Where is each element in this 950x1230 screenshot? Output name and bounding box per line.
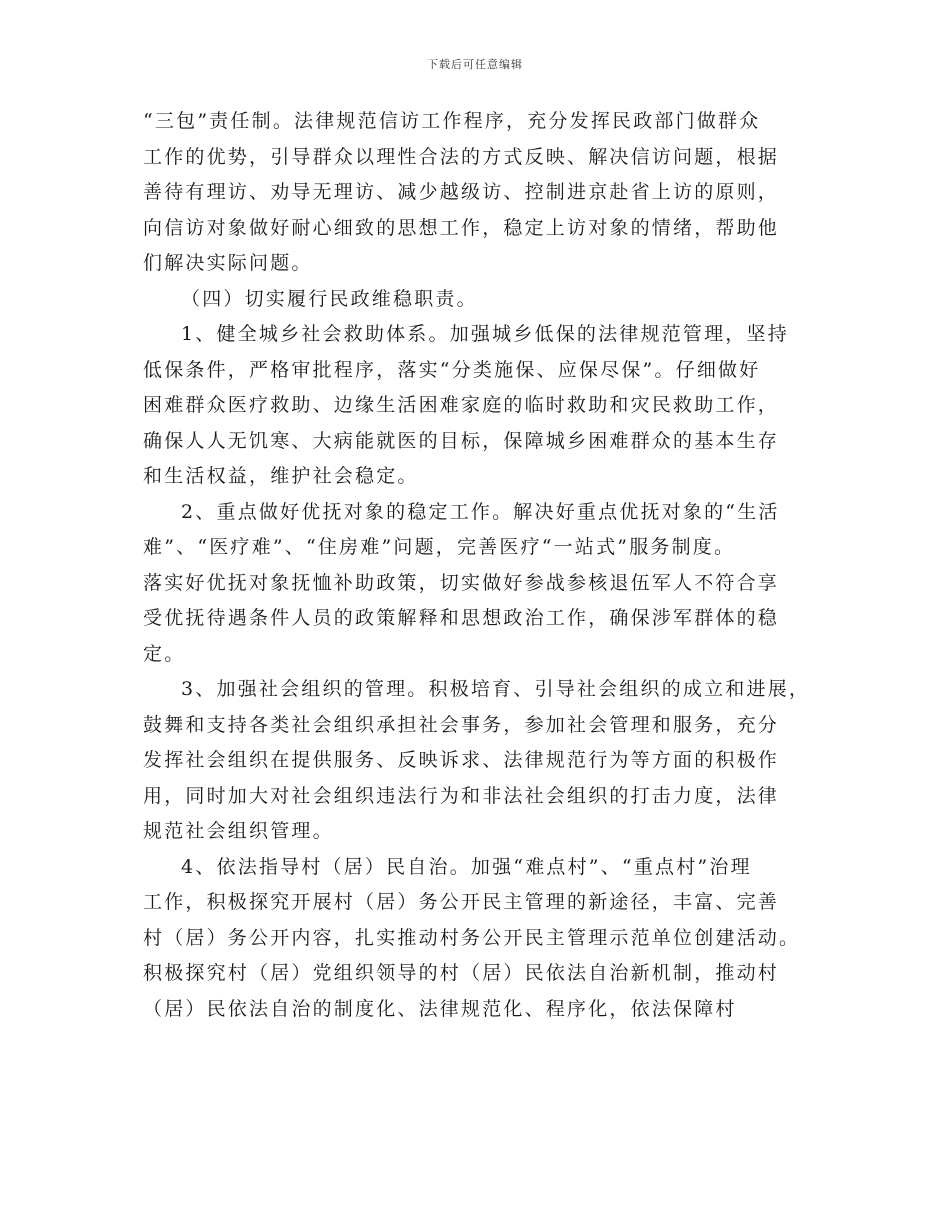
text-line: 定。 <box>143 642 186 665</box>
text-line: 2、重点做好优抚对象的稳定工作。解决好重点优抚对象的“生活 <box>181 500 780 523</box>
text-line: 1、健全城乡社会救助体系。加强城乡低保的法律规范管理，坚持 <box>181 323 789 345</box>
document-body <box>143 104 823 1027</box>
text-line: 困难群众医疗救助、边缘生活困难家庭的临时救助和灾民救助工作， <box>143 394 780 416</box>
text-line: 村（居）务公开内容，扎实推动村务公开民主管理示范单位创建活动。 <box>143 926 801 949</box>
text-line: 确保人人无饥寒、大病能就医的目标，保障城乡困难群众的基本生存 <box>143 429 780 452</box>
text-line: （居）民依法自治的制度化、法律规范化、程序化，依法保障村 <box>143 997 737 1020</box>
text-line: 工作，积极探究开展村（居）务公开民主管理的新途径，丰富、完善 <box>143 891 780 913</box>
text-line: 难”、“医疗难”、“住房难”问题，完善医疗“一站式”服务制度。 <box>143 536 736 558</box>
text-line: 落实好优抚对象抚恤补助政策，切实做好参战参核退伍军人不符合享 <box>143 571 780 594</box>
text-line: 和生活权益，维护社会稳定。 <box>143 465 419 487</box>
text-line: 鼓舞和支持各类社会组织承担社会事务，参加社会管理和服务，充分 <box>143 713 780 736</box>
text-line: 3、加强社会组织的管理。积极培育、引导社会组织的成立和进展， <box>181 678 811 700</box>
text-line: 受优抚待遇条件人员的政策解释和思想政治工作，确保涉军群体的稳 <box>143 607 780 629</box>
text-line: 发挥社会组织在提供服务、反映诉求、法律规范行为等方面的积极作 <box>143 749 780 771</box>
text-line: “三包”责任制。法律规范信访工作程序，充分发挥民政部门做群众 <box>143 110 761 132</box>
text-line: 们解决实际问题。 <box>143 252 313 274</box>
text-line: 用，同时加大对社会组织违法行为和非法社会组织的打击力度，法律 <box>143 784 780 807</box>
text-line: 工作的优势，引导群众以理性合法的方式反映、解决信访问题，根据 <box>143 145 780 168</box>
text-line: （四）切实履行民政维稳职责。 <box>181 287 478 310</box>
text-line: 善待有理访、劝导无理访、减少越级访、控制进京赴省上访的原则， <box>143 181 780 203</box>
page-header: 下载后可任意编辑 <box>427 58 523 71</box>
text-line: 向信访对象做好耐心细致的思想工作，稳定上访对象的情绪，帮助他 <box>143 216 780 239</box>
text-line: 4、依法指导村（居）民自治。加强“难点村”、“重点村”治理 <box>181 855 752 878</box>
text-line: 规范社会组织管理。 <box>143 820 334 842</box>
text-line: 低保条件，严格审批程序，落实“分类施保、应保尽保”。仔细做好 <box>143 358 761 381</box>
text-line: 积极探究村（居）党组织领导的村（居）民依法自治新机制，推动村 <box>143 962 780 984</box>
